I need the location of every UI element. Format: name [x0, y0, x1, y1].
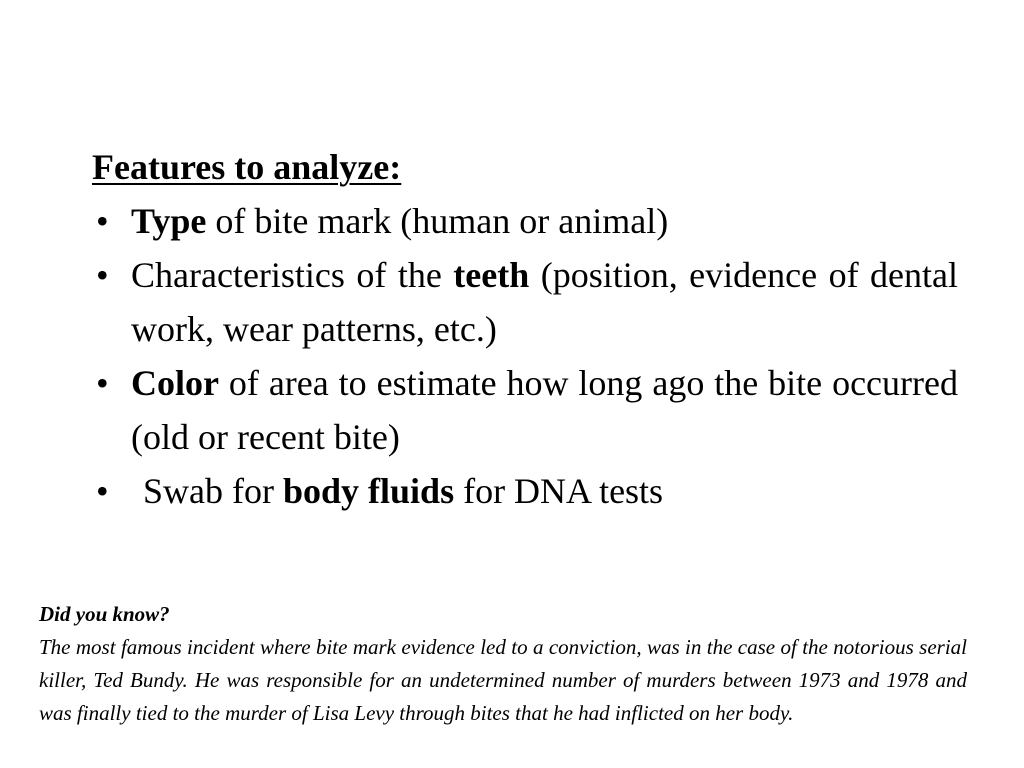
did-you-know-heading: Did you know?: [39, 602, 170, 626]
bullet-text: [131, 255, 958, 349]
features-heading: Features to analyze:: [92, 147, 402, 187]
bullet-lead: Characteristics of the: [131, 255, 454, 295]
bullet-bold-term: teeth: [453, 255, 530, 295]
bullet-mark: •: [96, 201, 109, 241]
did-you-know-note: [39, 598, 967, 730]
bullet-lead: Swab for: [143, 471, 283, 511]
bullet-item-body-fluids: [92, 464, 958, 518]
bullet-item-teeth: [92, 248, 958, 356]
bullet-bold-term: Color: [131, 363, 219, 403]
bullet-rest: of bite mark (human or animal): [206, 201, 669, 241]
bullet-item-color: [92, 356, 958, 464]
did-you-know-body: The most famous incident where bite mark evidence led to a conviction, was in the case of the notorious serial killer, Ted Bundy. He was responsible for an undetermined number of murders between 1973 and 1978 and was finally tied to the murder of Lisa Levy through bites that he had inflicted on her body.: [39, 635, 967, 725]
bullet-text: [131, 201, 668, 241]
features-section: [92, 140, 958, 518]
bullet-item-type: [92, 194, 958, 248]
bullet-mark: •: [96, 363, 109, 403]
bullet-rest: (position, evidence of dental work, wear patterns, etc.): [131, 255, 958, 349]
bullet-rest: of area to estimate how long ago the bite occurred (old or recent bite): [131, 363, 958, 457]
bullet-text: [131, 471, 663, 511]
bullet-text: [131, 363, 958, 457]
bullet-bold-term: Type: [131, 201, 207, 241]
bullet-bold-term: body fluids: [282, 471, 455, 511]
features-list: [92, 194, 958, 518]
bullet-rest: for DNA tests: [454, 471, 664, 511]
bullet-mark: •: [96, 471, 109, 511]
bullet-mark: •: [96, 255, 109, 295]
